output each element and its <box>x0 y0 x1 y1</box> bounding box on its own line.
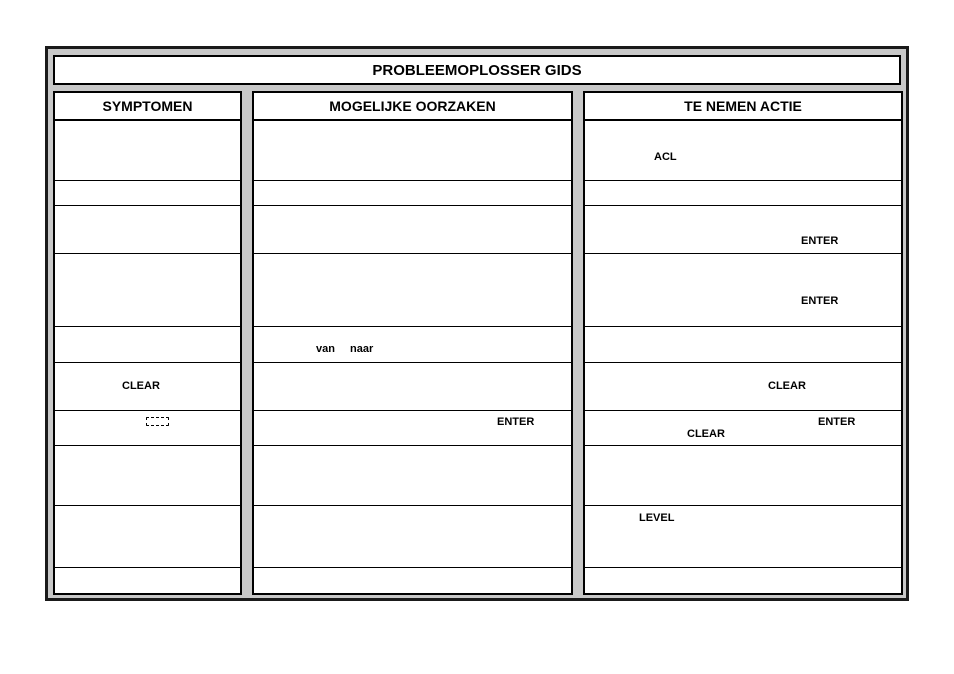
row-divider <box>55 505 240 506</box>
actions-column <box>583 91 903 595</box>
row-divider <box>55 567 240 568</box>
causes-header: MOGELIJKE OORZAKEN <box>254 93 571 121</box>
row-divider <box>254 445 571 446</box>
row-divider <box>585 180 901 181</box>
row-divider <box>585 205 901 206</box>
row-divider <box>254 205 571 206</box>
symptoms-header: SYMPTOMEN <box>55 93 240 121</box>
row-divider <box>55 205 240 206</box>
row-divider <box>55 410 240 411</box>
row-divider <box>55 445 240 446</box>
row-divider <box>55 326 240 327</box>
van-label: van <box>316 343 335 355</box>
row-divider <box>254 567 571 568</box>
naar-label: naar <box>350 343 374 355</box>
dashed-key-icon <box>146 417 169 426</box>
row-divider <box>585 567 901 568</box>
enter-key-label: ENTER <box>818 416 856 428</box>
row-divider <box>55 362 240 363</box>
row-divider <box>254 505 571 506</box>
row-divider <box>254 180 571 181</box>
enter-key-label: ENTER <box>801 295 839 307</box>
row-divider <box>55 180 240 181</box>
enter-key-label: ENTER <box>497 416 535 428</box>
acl-key-label: ACL <box>654 151 677 163</box>
clear-key-label: CLEAR <box>687 428 725 440</box>
row-divider <box>55 253 240 254</box>
row-divider <box>254 362 571 363</box>
row-divider <box>585 362 901 363</box>
level-key-label: LEVEL <box>639 512 675 524</box>
row-divider <box>585 253 901 254</box>
row-divider <box>254 253 571 254</box>
row-divider <box>585 326 901 327</box>
clear-key-label: CLEAR <box>768 380 806 392</box>
row-divider <box>254 326 571 327</box>
row-divider <box>254 410 571 411</box>
symptoms-column <box>53 91 242 595</box>
row-divider <box>585 410 901 411</box>
causes-column <box>252 91 573 595</box>
row-divider <box>585 505 901 506</box>
page-title: PROBLEEMOPLOSSER GIDS <box>53 55 901 85</box>
actions-header: TE NEMEN ACTIE <box>585 93 901 121</box>
enter-key-label: ENTER <box>801 235 839 247</box>
row-divider <box>585 445 901 446</box>
clear-key-label: CLEAR <box>122 380 160 392</box>
troubleshooting-table <box>45 46 909 601</box>
